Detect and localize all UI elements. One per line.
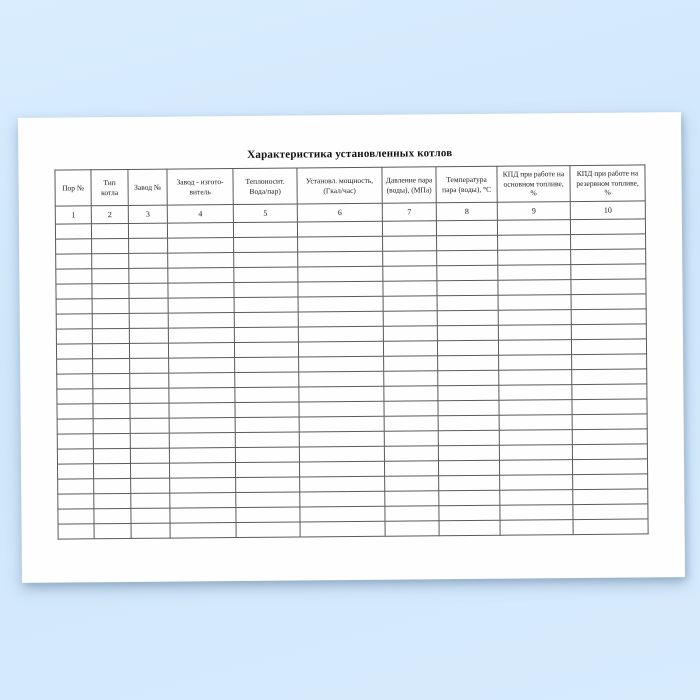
empty-cell: [93, 358, 130, 373]
empty-cell: [572, 414, 647, 430]
empty-cell: [129, 298, 168, 313]
empty-cell: [298, 311, 383, 327]
empty-cell: [570, 219, 645, 235]
empty-cell: [56, 344, 92, 359]
empty-cell: [169, 418, 235, 434]
empty-cell: [234, 237, 298, 253]
empty-cell: [128, 223, 167, 238]
empty-cell: [573, 489, 648, 505]
empty-cell: [499, 445, 572, 461]
empty-cell: [169, 373, 235, 389]
empty-cell: [384, 446, 438, 461]
column-header: Завод - изгото- витель: [167, 169, 233, 206]
empty-cell: [236, 507, 300, 523]
empty-cell: [130, 403, 169, 418]
empty-cell: [130, 358, 169, 373]
empty-cell: [168, 343, 234, 359]
empty-cell: [499, 355, 572, 371]
empty-cell: [384, 461, 438, 476]
empty-cell: [383, 326, 437, 341]
empty-cell: [298, 251, 383, 267]
empty-cell: [300, 521, 385, 537]
empty-cell: [169, 448, 235, 464]
empty-cell: [236, 522, 300, 538]
empty-cell: [58, 494, 94, 509]
empty-cell: [437, 280, 498, 296]
empty-cell: [299, 416, 384, 432]
column-number: 1: [55, 206, 91, 224]
empty-cell: [498, 250, 571, 266]
empty-cell: [92, 343, 129, 358]
empty-cell: [235, 402, 299, 418]
empty-cell: [385, 521, 439, 536]
empty-cell: [437, 295, 498, 311]
empty-cell: [168, 283, 234, 299]
empty-cell: [499, 430, 572, 446]
empty-cell: [169, 388, 235, 404]
empty-cell: [385, 476, 439, 491]
empty-cell: [57, 404, 93, 419]
empty-cell: [234, 342, 298, 358]
empty-cell: [94, 478, 131, 493]
empty-cell: [498, 265, 571, 281]
empty-cell: [437, 235, 498, 251]
empty-cell: [299, 401, 384, 417]
empty-cell: [436, 220, 497, 236]
empty-cell: [499, 460, 572, 476]
empty-cell: [298, 281, 383, 297]
empty-cell: [571, 249, 646, 265]
empty-cell: [57, 434, 93, 449]
empty-cell: [298, 266, 383, 282]
empty-cell: [299, 356, 384, 372]
empty-cell: [131, 463, 170, 478]
empty-cell: [385, 491, 439, 506]
empty-cell: [571, 234, 646, 250]
empty-cell: [497, 220, 570, 236]
empty-cell: [437, 265, 498, 281]
empty-cell: [571, 309, 646, 325]
empty-cell: [439, 505, 500, 521]
column-number: 2: [91, 205, 128, 223]
empty-cell: [438, 385, 499, 401]
empty-cell: [384, 416, 438, 431]
empty-cell: [169, 358, 235, 374]
empty-cell: [55, 224, 91, 239]
empty-cell: [572, 444, 647, 460]
column-number: 9: [497, 202, 570, 221]
empty-cell: [129, 238, 168, 253]
empty-cell: [234, 312, 298, 328]
empty-cell: [235, 462, 299, 478]
empty-cell: [383, 251, 437, 266]
empty-cell: [92, 313, 129, 328]
empty-cell: [385, 506, 439, 521]
empty-cell: [299, 371, 384, 387]
empty-cell: [130, 388, 169, 403]
column-header: Температура пара (воды), °С: [436, 166, 497, 203]
column-header: Теплоносит. Вода/пар): [233, 168, 297, 205]
empty-cell: [439, 490, 500, 506]
empty-cell: [500, 475, 573, 491]
empty-cell: [571, 294, 646, 310]
empty-cell: [167, 223, 233, 239]
empty-cell: [384, 356, 438, 371]
empty-cell: [234, 252, 298, 268]
empty-cell: [383, 311, 437, 326]
empty-cell: [234, 297, 298, 313]
empty-cell: [300, 491, 385, 507]
empty-cell: [498, 235, 571, 251]
empty-cell: [168, 313, 234, 329]
empty-cell: [169, 433, 235, 449]
empty-cell: [170, 508, 236, 524]
empty-cell: [57, 419, 93, 434]
empty-cell: [499, 415, 572, 431]
empty-cell: [298, 296, 383, 312]
empty-cell: [169, 403, 235, 419]
empty-cell: [235, 387, 299, 403]
empty-cell: [130, 448, 169, 463]
boilers-characteristics-table: [54, 164, 648, 539]
empty-cell: [438, 460, 499, 476]
empty-cell: [437, 250, 498, 266]
empty-cell: [58, 524, 94, 539]
empty-cell: [437, 325, 498, 341]
empty-cell: [93, 433, 130, 448]
empty-cell: [130, 373, 169, 388]
empty-cell: [131, 523, 170, 538]
column-header: КПД при работе на резервном топливе, %: [570, 165, 645, 202]
empty-cell: [573, 519, 648, 535]
empty-cell: [438, 415, 499, 431]
empty-cell: [384, 371, 438, 386]
empty-cell: [170, 478, 236, 494]
column-header: Пор №: [55, 170, 91, 206]
empty-cell: [299, 461, 384, 477]
empty-cell: [129, 328, 168, 343]
empty-cell: [572, 384, 647, 400]
empty-cell: [56, 239, 92, 254]
column-header: КПД при работе на основном топливе, %: [497, 166, 570, 203]
empty-cell: [383, 296, 437, 311]
empty-cell: [56, 299, 92, 314]
empty-cell: [56, 269, 92, 284]
empty-cell: [56, 254, 92, 269]
empty-cell: [131, 493, 170, 508]
empty-cell: [384, 431, 438, 446]
empty-cell: [129, 268, 168, 283]
empty-cell: [236, 492, 300, 508]
empty-cell: [234, 327, 298, 343]
empty-cell: [299, 431, 384, 447]
empty-cell: [93, 373, 130, 388]
empty-cell: [168, 268, 234, 284]
empty-cell: [130, 418, 169, 433]
empty-cell: [298, 326, 383, 342]
empty-cell: [92, 253, 129, 268]
empty-cell: [382, 221, 436, 236]
column-number: 4: [167, 205, 233, 224]
empty-cell: [235, 372, 299, 388]
empty-cell: [168, 298, 234, 314]
empty-cell: [572, 354, 647, 370]
empty-cell: [571, 264, 646, 280]
empty-cell: [299, 386, 384, 402]
empty-cell: [58, 509, 94, 524]
empty-cell: [439, 520, 500, 536]
empty-cell: [439, 475, 500, 491]
empty-cell: [58, 479, 94, 494]
empty-cell: [56, 329, 92, 344]
empty-cell: [170, 523, 236, 539]
column-number: 5: [233, 204, 297, 223]
empty-cell: [92, 268, 129, 283]
empty-cell: [235, 447, 299, 463]
empty-cell: [300, 476, 385, 492]
empty-cell: [129, 253, 168, 268]
empty-cell: [498, 325, 571, 341]
empty-cell: [57, 374, 93, 389]
empty-cell: [498, 340, 571, 356]
empty-cell: [94, 463, 131, 478]
empty-cell: [235, 432, 299, 448]
empty-cell: [500, 520, 573, 536]
empty-cell: [57, 389, 93, 404]
empty-cell: [93, 418, 130, 433]
empty-cell: [572, 429, 647, 445]
empty-cell: [170, 493, 236, 509]
empty-cell: [235, 417, 299, 433]
empty-cell: [571, 339, 646, 355]
table-header-row: [55, 165, 645, 206]
empty-cell: [498, 295, 571, 311]
empty-cell: [94, 493, 131, 508]
empty-cell: [56, 284, 92, 299]
empty-cell: [573, 474, 648, 490]
column-number: 3: [128, 205, 167, 223]
column-header: Давление пара (воды), (МПа): [382, 167, 436, 203]
empty-cell: [499, 400, 572, 416]
empty-cell: [384, 386, 438, 401]
empty-cell: [437, 340, 498, 356]
empty-cell: [130, 433, 169, 448]
column-number: 8: [436, 202, 497, 221]
empty-cell: [131, 508, 170, 523]
empty-cell: [168, 238, 234, 254]
empty-cell: [384, 401, 438, 416]
empty-cell: [234, 282, 298, 298]
empty-cell: [438, 445, 499, 461]
empty-cell: [58, 464, 94, 479]
empty-cell: [92, 238, 129, 253]
empty-cell: [571, 279, 646, 295]
empty-cell: [499, 370, 572, 386]
empty-cell: [572, 459, 647, 475]
column-number: 6: [297, 203, 382, 222]
empty-cell: [572, 399, 647, 415]
empty-cell: [383, 236, 437, 251]
empty-cell: [56, 314, 92, 329]
empty-cell: [383, 341, 437, 356]
column-header: Установл. мощность, (Гкал/час): [297, 167, 382, 204]
empty-cell: [92, 328, 129, 343]
empty-cell: [437, 310, 498, 326]
empty-cell: [233, 222, 297, 238]
empty-cell: [131, 478, 170, 493]
empty-cell: [129, 343, 168, 358]
empty-cell: [500, 490, 573, 506]
empty-cell: [94, 523, 131, 538]
empty-cell: [383, 281, 437, 296]
empty-cell: [300, 506, 385, 522]
empty-cell: [236, 477, 300, 493]
empty-cell: [572, 369, 647, 385]
column-header: Тип котла: [91, 169, 128, 205]
empty-cell: [499, 385, 572, 401]
empty-cell: [91, 223, 128, 238]
empty-cell: [92, 283, 129, 298]
empty-cell: [297, 221, 382, 237]
empty-cell: [573, 504, 648, 520]
page-title: Характеристика установленных котлов: [247, 147, 453, 161]
empty-cell: [93, 448, 130, 463]
empty-cell: [170, 463, 236, 479]
empty-cell: [93, 388, 130, 403]
empty-cell: [168, 253, 234, 269]
empty-cell: [235, 357, 299, 373]
empty-cell: [438, 355, 499, 371]
empty-cell: [571, 324, 646, 340]
column-number: 10: [570, 201, 645, 220]
empty-cell: [438, 430, 499, 446]
empty-cell: [438, 370, 499, 386]
empty-cell: [438, 400, 499, 416]
empty-cell: [129, 313, 168, 328]
document-page: [18, 112, 685, 583]
empty-cell: [500, 505, 573, 521]
empty-cell: [234, 267, 298, 283]
empty-cell: [298, 341, 383, 357]
column-header: Завод №: [128, 169, 167, 205]
empty-cell: [92, 298, 129, 313]
empty-cell: [94, 508, 131, 523]
empty-cell: [498, 280, 571, 296]
empty-cell: [298, 236, 383, 252]
empty-cell: [498, 310, 571, 326]
empty-cell: [57, 359, 93, 374]
empty-cell: [93, 403, 130, 418]
column-number: 7: [382, 203, 436, 221]
empty-cell: [168, 328, 234, 344]
empty-cell: [57, 449, 93, 464]
empty-cell: [383, 266, 437, 281]
empty-cell: [129, 283, 168, 298]
empty-cell: [299, 446, 384, 462]
